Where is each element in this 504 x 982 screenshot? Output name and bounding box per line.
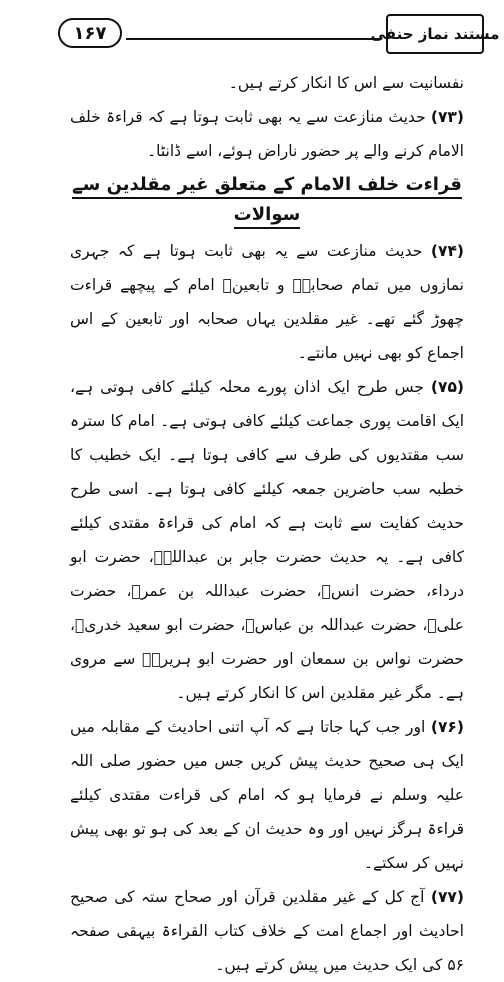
paragraph-text: حدیث منازعت سے یہ بھی ثابت ہوتا ہے کہ قراءۃ خلف الامام کرنے والے پر حضور ناراض ہوئے، اسے ڈانٹا۔ xyxy=(70,108,464,160)
section-heading xyxy=(70,170,464,230)
paragraph-74 xyxy=(70,234,464,370)
paragraph-77 xyxy=(70,880,464,982)
section-heading-text: قراءت خلف الامام کے متعلق غیر مقلدین سے سوالات xyxy=(72,174,462,229)
paragraph-72-tail xyxy=(70,66,464,100)
paragraph-text: جس طرح ایک اذان پورے محلہ کیلئے کافی ہوتی ہے، ایک اقامت پوری جماعت کیلئے کافی ہوتی ہے۔ امام کا سترہ سب مقتدیوں کی طرف سے کافی ہوتا ہے۔ ایک خطیب کا خطبہ سب حاضرین جمعہ کیلئے کافی ہوتا ہے۔ اسی طرح حدیث کفایت سے ثابت ہے کہ امام کی قراءۃ مقتدی کیلئے کافی ہے۔ یہ حدیث حضرت جابر بن عبداللہؓ، حضرت ابو درداء، حضرت انسؓ، حضرت عبداللہ بن عمرؓ، حضرت علیؓ، حضرت عبداللہ بن عباسؓ، حضرت ابو سعید خدریؓ، حضرت نواس بن سمعان اور حضرت ابو ہریرہؓ سے مروی ہے۔ مگر غیر مقلدین اس کا انکار کرتے ہیں۔ xyxy=(70,378,464,702)
page-header xyxy=(58,14,500,58)
paragraph-text: آج کل کے غیر مقلدین قرآن اور صحاح ستہ کی صحیح احادیث اور اجماع امت کے خلاف کتاب القراءۃ بیہقی صفحہ ۵۶ کی ایک حدیث میں پیش کرتے ہیں۔ xyxy=(70,888,464,974)
page-number: ۱۶۷ xyxy=(58,18,122,48)
paragraph-73 xyxy=(70,100,464,168)
book-title: مستند نماز حنفی xyxy=(386,14,484,54)
paragraph-text: حدیث منازعت سے یہ بھی ثابت ہوتا ہے کہ جہری نمازوں میں تمام صحابہؓ و تابعینؒ امام کے پیچھے قراءت چھوڑ گئے تھے۔ غیر مقلدین یہاں صحابہ اور تابعین کے اس اجماع کو بھی نہیں مانتے۔ xyxy=(70,242,464,362)
paragraph-number: (۷۴) xyxy=(430,242,464,260)
header-rule xyxy=(126,38,380,40)
paragraph-76 xyxy=(70,710,464,880)
paragraph-number: (۷۷) xyxy=(430,888,464,906)
paragraph-number: (۷۳) xyxy=(430,108,464,126)
page-body xyxy=(70,66,464,982)
paragraph-text: نفسانیت سے اس کا انکار کرتے ہیں۔ xyxy=(228,74,464,92)
paragraph-75 xyxy=(70,370,464,710)
paragraph-number: (۷۶) xyxy=(430,718,464,736)
paragraph-text: اور جب کہا جاتا ہے کہ آپ اتنی احادیث کے مقابلہ میں ایک ہی صحیح حدیث پیش کریں جس میں حضور صلی اللہ علیہ وسلم نے فرمایا ہو کہ امام کی قراءت مقتدی کیلئے قراءۃ ہرگز نہیں اور وہ حدیث ان کے بعد کی ہو تو بھی پیش نہیں کر سکتے۔ xyxy=(70,718,464,872)
paragraph-number: (۷۵) xyxy=(430,378,464,396)
